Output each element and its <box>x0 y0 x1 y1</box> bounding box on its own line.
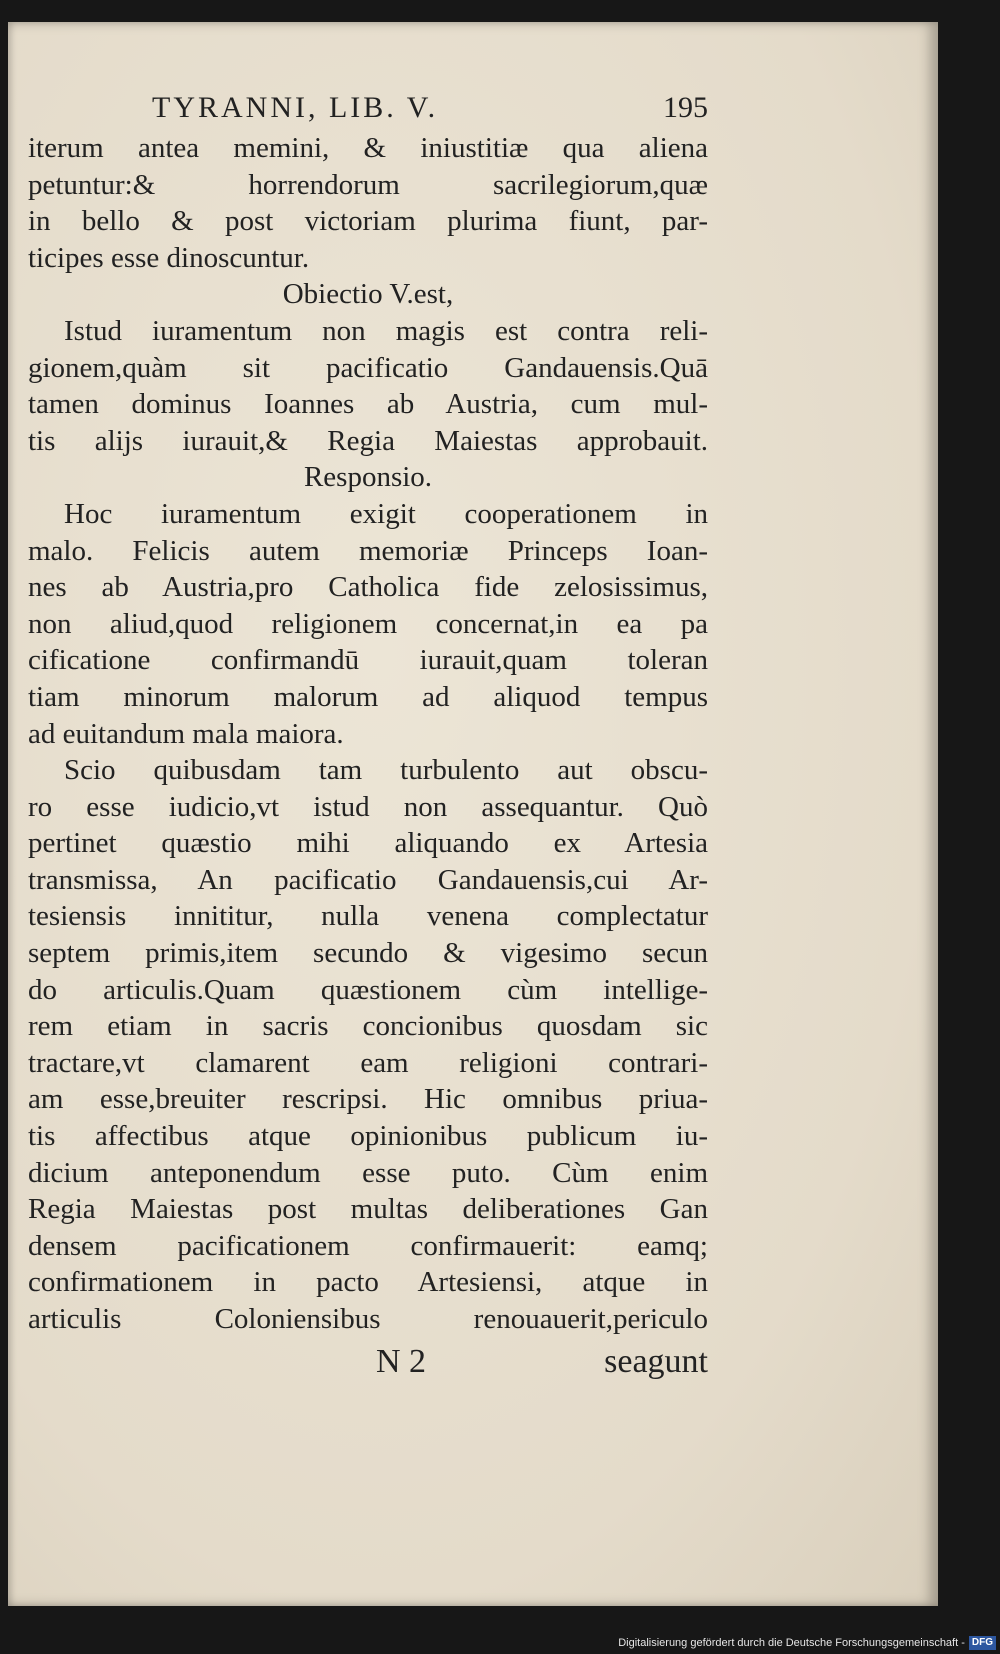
text-line: cificatione confirmandū iurauit,quam toleran <box>28 644 708 677</box>
text-line: septem primis,item secundo & vigesimo secun <box>28 937 708 970</box>
text-line: do articulis.Quam quæstionem cùm intellige- <box>28 973 708 1006</box>
book-page <box>8 22 938 1606</box>
text-line: Hoc iuramentum exigit cooperationem in <box>64 497 708 530</box>
page-footer <box>28 1340 708 1384</box>
text-line: petuntur:& horrendorum sacrilegiorum,quæ <box>28 168 708 201</box>
running-head <box>28 86 708 130</box>
running-title: TYRANNI, LIB. V. <box>152 91 439 124</box>
text-line: pertinet quæstio mihi aliquando ex Artesia <box>28 827 708 860</box>
section-heading-response: Responsio. <box>303 461 433 494</box>
text-line: am esse,breuiter rescripsi. Hic omnibus priua- <box>28 1083 708 1116</box>
text-line: nes ab Austria,pro Catholica fide zelosissimus, <box>28 571 708 604</box>
text-line: non aliud,quod religionem concernat,in ea pa <box>28 607 708 640</box>
page-text-block <box>28 86 708 1384</box>
text-line: Istud iuramentum non magis est contra reli- <box>64 314 708 347</box>
text-line: ro esse iudicio,vt istud non assequantur. Quò <box>28 790 708 823</box>
digitization-credit <box>560 1634 996 1652</box>
text-line: tamen dominus Ioannes ab Austria, cum mul- <box>28 388 708 421</box>
text-line: tiam minorum malorum ad aliquod tempus <box>28 680 708 713</box>
text-line: malo. Felicis autem memoriæ Princeps Ioan- <box>28 534 708 567</box>
text-line: dicium anteponendum esse puto. Cùm enim <box>28 1156 708 1189</box>
page-number: 195 <box>663 91 708 124</box>
text-line: in bello & post victoriam plurima fiunt, par- <box>28 205 708 238</box>
text-line: transmissa, An pacificatio Gandauensis,cui Ar- <box>28 863 708 896</box>
dfg-logo-icon: DFG <box>969 1636 996 1650</box>
text-line: confirmationem in pacto Artesiensi, atque in <box>28 1266 708 1299</box>
catchword: seagunt <box>604 1342 708 1380</box>
text-line: tractare,vt clamarent eam religioni contrari- <box>28 1046 708 1079</box>
text-line: tis affectibus atque opinionibus publicum iu- <box>28 1120 708 1153</box>
digitization-credit-text: Digitalisierung gefördert durch die Deutsche Forschungsgemeinschaft - <box>618 1637 965 1649</box>
text-line: Scio quibusdam tam turbulento aut obscu- <box>64 754 708 787</box>
text-line: gionem,quàm sit pacificatio Gandauensis.Quā <box>28 351 708 384</box>
text-line: iterum antea memini, & iniustitiæ qua aliena <box>28 132 708 164</box>
text-line: tesiensis innititur, nulla venena complectatur <box>28 900 708 933</box>
text-line: ad euitandum mala maiora. <box>28 717 344 750</box>
text-line: tis alijs iurauit,& Regia Maiestas approbauit. <box>28 424 708 457</box>
section-heading-objection: Obiectio V.est, <box>282 278 454 311</box>
text-line: rem etiam in sacris concionibus quosdam sic <box>28 1010 708 1043</box>
text-line: ticipes esse dinoscuntur. <box>28 241 310 274</box>
text-line: articulis Coloniensibus renouauerit,periculo <box>28 1303 708 1335</box>
text-line: densem pacificationem confirmauerit: eamq; <box>28 1229 708 1262</box>
signature-mark: N 2 <box>376 1342 427 1380</box>
text-line: Regia Maiestas post multas deliberationes Gan <box>28 1193 708 1226</box>
